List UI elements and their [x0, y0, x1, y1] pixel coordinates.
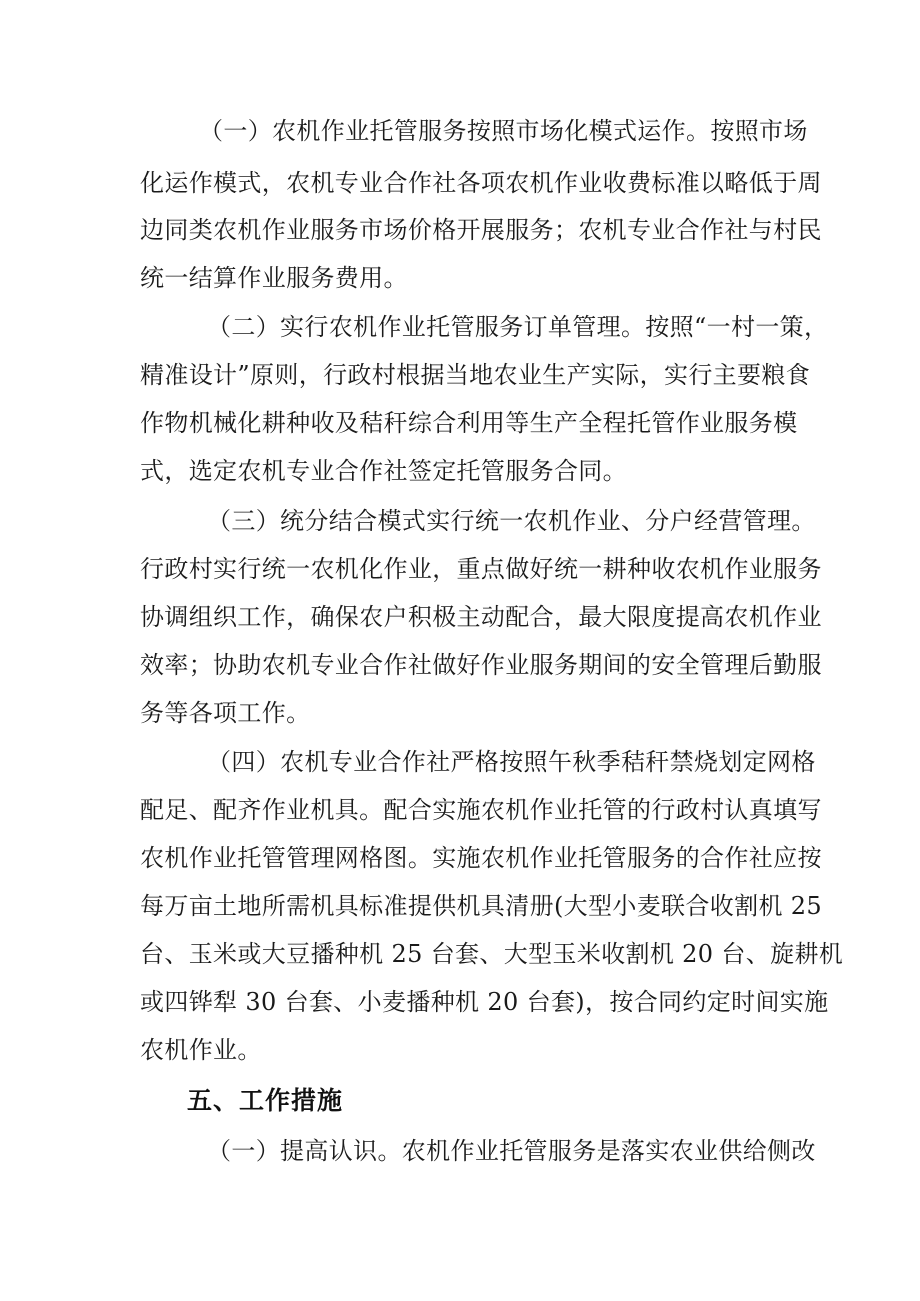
- paragraph-1-line-3: 边同类农机作业服务市场价格开展服务；农机专业合作社与村民: [140, 216, 822, 244]
- paragraph-3-line-1: （三）统分结合模式实行统一农机作业、分户经营管理。: [207, 507, 816, 535]
- final-paragraph-line-1: （一）提高认识。农机作业托管服务是落实农业供给侧改: [207, 1137, 816, 1165]
- paragraph-3-line-2: 行政村实行统一农机化作业，重点做好统一耕种收农机作业服务: [140, 555, 822, 583]
- paragraph-1-line-2: 化运作模式，农机专业合作社各项农机作业收费标准以略低于周: [140, 169, 822, 197]
- paragraph-4-line-7: 农机作业。: [140, 1036, 262, 1064]
- section-heading: 五、工作措施: [187, 1086, 344, 1115]
- paragraph-4-line-4: 每万亩土地所需机具标准提供机具清册(大型小麦联合收割机 25: [140, 892, 823, 920]
- paragraph-2-line-1: （二）实行农机作业托管服务订单管理。按照“一村一策，: [207, 313, 829, 341]
- paragraph-1-line-1: （一）农机作业托管服务按照市场化模式运作。按照市场: [199, 117, 808, 145]
- paragraph-3-line-4: 效率；协助农机专业合作社做好作业服务期间的安全管理后勤服: [140, 651, 822, 679]
- paragraph-2-line-3: 作物机械化耕种收及秸秆综合利用等生产全程托管作业服务模: [140, 409, 798, 437]
- paragraph-4-line-2: 配足、配齐作业机具。配合实施农机作业托管的行政村认真填写: [140, 796, 822, 824]
- paragraph-4-line-6: 或四铧犁 30 台套、小麦播种机 20 台套)，按合同约定时间实施: [140, 988, 829, 1016]
- paragraph-4-line-3: 农机作业托管管理网格图。实施农机作业托管服务的合作社应按: [140, 844, 822, 872]
- paragraph-4-line-5: 台、玉米或大豆播种机 25 台套、大型玉米收割机 20 台、旋耕机: [140, 940, 844, 968]
- paragraph-3-line-3: 协调组织工作，确保农户积极主动配合，最大限度提高农机作业: [140, 603, 822, 631]
- paragraph-3-line-5: 务等各项工作。: [140, 699, 311, 727]
- paragraph-1-line-4: 统一结算作业服务费用。: [140, 264, 408, 292]
- paragraph-2-line-2: 精准设计”原则，行政村根据当地农业生产实际，实行主要粮食: [140, 361, 811, 389]
- paragraph-4-line-1: （四）农机专业合作社严格按照午秋季秸秆禁烧划定网格: [207, 748, 816, 776]
- paragraph-2-line-4: 式，选定农机专业合作社签定托管服务合同。: [140, 457, 627, 485]
